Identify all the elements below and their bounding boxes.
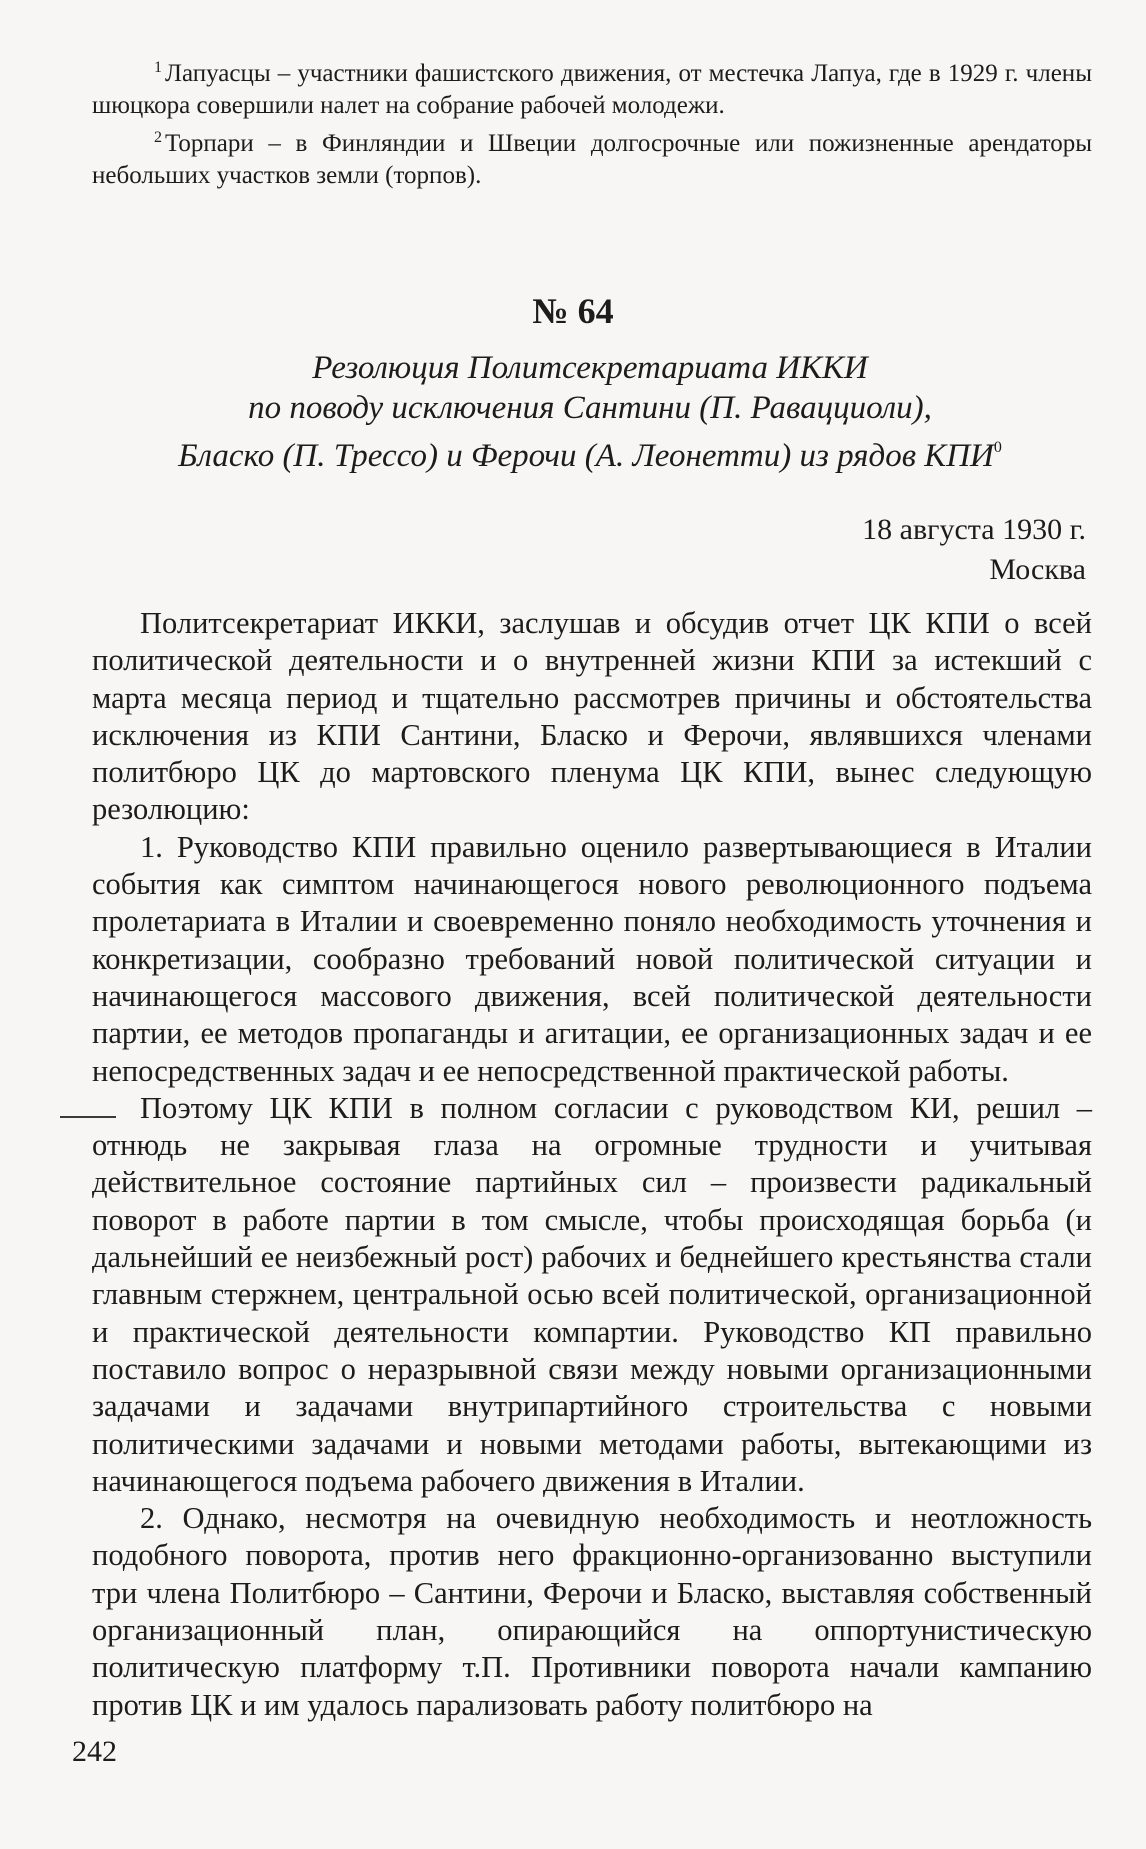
date-place-block (862, 510, 1086, 590)
title-note-marker: 0 (993, 439, 1002, 456)
footnote-text: Лапуасцы – участники фашистского движения, от местечка Лапуа, где в 1929 г. члены шюцкора совершили налет на собрание рабочей молодежи. (92, 60, 1092, 119)
paragraph: Поэтому ЦК КПИ в полном согласии с руководством КИ, решил – отнюдь не закрывая глаза на огромные трудности и учитывая действительное состояние партийных сил – произвести радикальный поворот в работе партии в том смысле, чтобы происходящая борьба (и дальнейший ее неизбежный рост) рабочих и беднейшего крестьянства стали главным стержнем, центральной осью всей политической, организационной и практической деятельности компартии. Руководство КП правильно поставило вопрос о неразрывной связи между новыми организационными задачами и задачами внутрипартийного строительства с новыми политическими задачами и новыми методами работы, вытекающими из начинающегося подъема рабочего движения в Италии. (92, 1090, 1092, 1498)
paragraph: 2. Однако, несмотря на очевидную необходимость и неотложность подобного поворота, против него фракционно-организованно выступили три члена Политбюро – Сантини, Ферочи и Бласко, выставляя собственный организационный план, опирающийся на оппортунистическую политическую платформу т.П. Противники поворота начали кампанию против ЦК и им удалось парализовать работу политбюро на (92, 1501, 1092, 1722)
footnote-marker: 2 (154, 129, 162, 146)
title-line: по поводу исключения Сантини (П. Равацциоли), (248, 390, 932, 426)
footnote-text: Торпари – в Финляндии и Швеции долгосрочные или пожизненные арендаторы небольших участков земли (торпов). (92, 130, 1092, 189)
footnotes (92, 52, 1092, 192)
margin-mark (60, 1116, 116, 1118)
paragraph: Политсекретариат ИККИ, заслушав и обсудив отчет ЦК КПИ о всей политической деятельности и о внутренней жизни КПИ за истекший с марта месяца период и тщательно рассмотрев причины и обстоятельства исключения из КПИ Сантини, Бласко и Ферочи, являвшихся членами политбюро ЦК до мартовского пленума ЦК КПИ, вынес следующую резолюцию: (92, 606, 1092, 827)
paragraph: 1. Руководство КПИ правильно оценило развертывающиеся в Италии события как симптом начинающегося нового революционного подъема пролетариата в Италии и своевременно поняло необходимость уточнения и конкретизации, сообразно требований новой политической ситуации и начинающегося массового движения, всей политической деятельности партии, ее методов пропаганды и агитации, ее организационных задач и ее непосредственных задач и ее непосредственной практической работы. (92, 829, 1092, 1088)
document-number: № 64 (532, 291, 614, 331)
page-number: 242 (72, 1735, 117, 1768)
document-body (92, 605, 1092, 1724)
title-line: Резолюция Политсекретариата ИККИ (312, 350, 868, 386)
footnote-marker: 1 (154, 59, 162, 76)
footnote-2 (92, 122, 1092, 192)
footnote-1 (92, 52, 1092, 122)
document-date: 18 августа 1930 г. (862, 513, 1086, 546)
title-line-last (120, 428, 1060, 476)
title-line: Бласко (П. Трессо) и Ферочи (А. Леонетти) из рядов КПИ (178, 438, 994, 474)
document-place: Москва (989, 553, 1086, 586)
document-title (120, 348, 1060, 476)
